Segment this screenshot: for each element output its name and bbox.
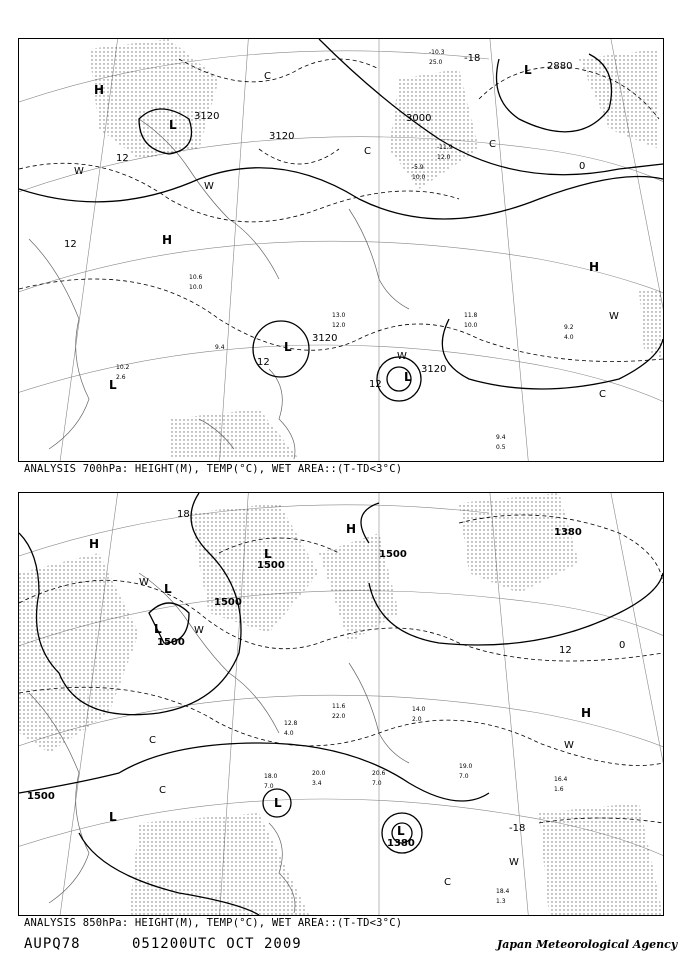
station-value: 18.0 [264, 773, 278, 780]
pressure-center-h: H [162, 233, 173, 247]
700hpa-map [19, 39, 663, 461]
station-value: 7.0 [459, 773, 469, 780]
agency-name: Japan Meteorological Agency [497, 938, 678, 951]
station-value: 2.0 [412, 716, 422, 723]
station-value: 12.0 [437, 154, 451, 161]
isotherm-label: 12 [64, 239, 77, 250]
pressure-center-w: W [204, 181, 214, 192]
pressure-center-l: L [154, 622, 162, 636]
isotherm-label: 12 [369, 379, 382, 390]
700hpa-chart-panel [18, 38, 664, 462]
pressure-center-c: C [599, 389, 606, 400]
pressure-center-c: C [489, 139, 496, 150]
pressure-center-h: H [581, 706, 592, 720]
pressure-center-w: W [509, 857, 519, 868]
station-value: 19.0 [459, 763, 473, 770]
height-contour-label: 2880 [547, 61, 573, 72]
bulletin-id: AUPQ78 [24, 936, 81, 952]
pressure-center-l: L [274, 796, 282, 810]
height-contour-label: 3120 [421, 364, 447, 375]
station-value: -10.3 [429, 49, 445, 56]
station-value: 7.0 [372, 780, 382, 787]
pressure-center-l: L [169, 118, 177, 132]
station-value: -11.9 [437, 144, 453, 151]
height-contour-label: 1500 [257, 560, 285, 571]
station-value: 9.4 [215, 344, 225, 351]
height-contour-label: 1380 [387, 838, 415, 849]
station-value: 10.2 [116, 364, 130, 371]
pressure-center-h: H [589, 260, 600, 274]
station-value: 11.6 [332, 703, 346, 710]
station-value: 9.2 [564, 324, 574, 331]
station-value: 16.4 [554, 776, 568, 783]
station-value: 0.5 [496, 444, 506, 451]
pressure-center-c: C [159, 785, 166, 796]
pressure-center-w: W [74, 166, 84, 177]
height-contour-label: 1500 [27, 791, 55, 802]
850hpa-caption: ANALYSIS 850hPa: HEIGHT(M), TEMP(°C), WET AREA::(T-TD<3°C) [24, 917, 403, 929]
height-contour-label: 1500 [214, 597, 242, 608]
station-value: 25.0 [429, 59, 443, 66]
station-value: 10.0 [464, 322, 478, 329]
isotherm-label: -18 [509, 823, 526, 834]
pressure-center-c: C [264, 71, 271, 82]
isotherm-label: 12 [559, 645, 572, 656]
station-value: 1.6 [554, 786, 564, 793]
height-contour-label: 3120 [269, 131, 295, 142]
pressure-center-w: W [194, 625, 204, 636]
station-value: 20.0 [312, 770, 326, 777]
station-value: 4.0 [564, 334, 574, 341]
isotherm-label: -18 [464, 53, 481, 64]
station-value: 4.0 [284, 730, 294, 737]
station-value: 2.6 [116, 374, 126, 381]
height-contour-label: 1380 [554, 527, 582, 538]
pressure-center-w: W [609, 311, 619, 322]
850hpa-chart-panel [18, 492, 664, 916]
isotherm-label: 12 [257, 357, 270, 368]
height-contour-label: 1500 [379, 549, 407, 560]
station-value: 13.0 [332, 312, 346, 319]
station-value: 12.0 [332, 322, 346, 329]
station-value: 10.0 [412, 174, 426, 181]
station-value: 9.4 [496, 434, 506, 441]
pressure-center-w: W [397, 351, 407, 362]
pressure-center-w: W [564, 740, 574, 751]
700hpa-caption: ANALYSIS 700hPa: HEIGHT(M), TEMP(°C), WET AREA::(T-TD<3°C) [24, 463, 403, 475]
isotherm-label: 18 [177, 509, 190, 520]
850hpa-map [19, 493, 663, 915]
station-value: 7.0 [264, 783, 274, 790]
isotherm-label: 0 [619, 640, 626, 651]
pressure-center-l: L [524, 63, 532, 77]
station-value: 10.0 [189, 284, 203, 291]
issue-time: 051200UTC OCT 2009 [132, 936, 302, 952]
pressure-center-l: L [109, 810, 117, 824]
station-value: 1.3 [496, 898, 506, 905]
station-value: 10.6 [189, 274, 203, 281]
station-value: 20.6 [372, 770, 386, 777]
isotherm-label: 0 [579, 161, 586, 172]
pressure-center-c: C [444, 877, 451, 888]
pressure-center-l: L [404, 370, 412, 384]
station-value: 14.0 [412, 706, 426, 713]
station-value: 12.8 [284, 720, 298, 727]
pressure-center-l: L [164, 582, 172, 596]
pressure-center-h: H [89, 537, 100, 551]
height-contour-label: 1500 [157, 637, 185, 648]
height-contour-label: 3120 [312, 333, 338, 344]
height-contour-label: 3000 [406, 113, 432, 124]
station-value: -5.9 [412, 164, 424, 171]
pressure-center-c: C [149, 735, 156, 746]
isotherm-label: 12 [116, 153, 129, 164]
pressure-center-l: L [264, 547, 272, 561]
station-value: 18.4 [496, 888, 510, 895]
pressure-center-c: C [364, 146, 371, 157]
height-contour-label: 3120 [194, 111, 220, 122]
station-value: 11.8 [464, 312, 478, 319]
pressure-center-l: L [284, 340, 292, 354]
coastlines [29, 119, 409, 459]
pressure-center-h: H [346, 522, 357, 536]
pressure-center-w: W [139, 577, 149, 588]
station-value: 22.0 [332, 713, 346, 720]
pressure-center-l: L [397, 824, 405, 838]
wet-areas [89, 39, 663, 459]
station-value: 3.4 [312, 780, 322, 787]
pressure-center-l: L [109, 378, 117, 392]
pressure-center-h: H [94, 83, 105, 97]
